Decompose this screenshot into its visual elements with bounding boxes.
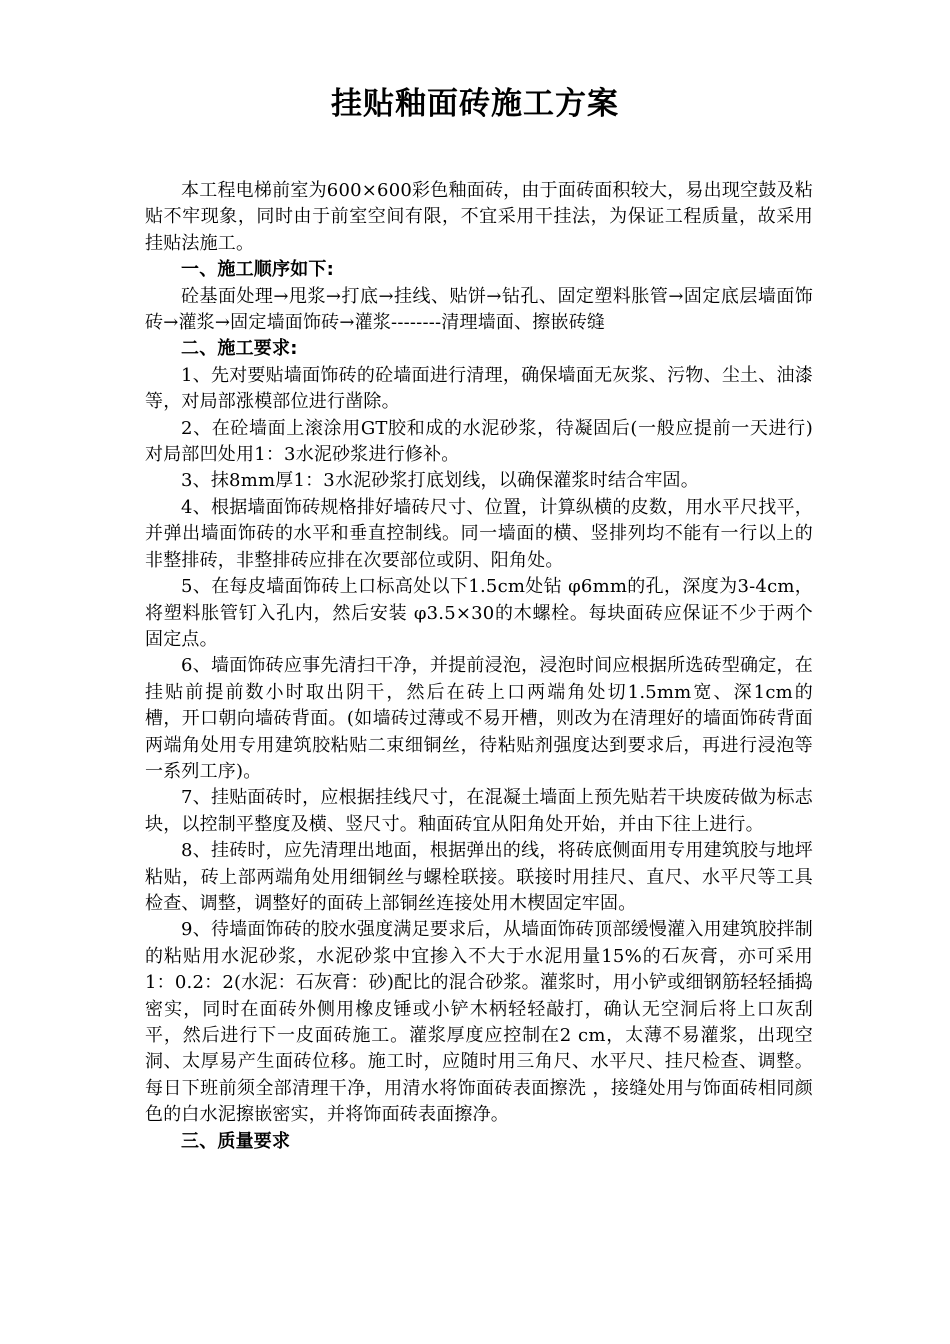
sequence-paragraph: 砼基面处理→甩浆→打底→挂线、贴饼→钻孔、固定塑料胀管→固定底层墙面饰砖→灌浆→固定墙面饰砖→灌浆--------清理墙面、擦嵌砖缝 [145, 285, 813, 334]
section-heading-sequence: 一、施工顺序如下: [181, 259, 334, 281]
requirement-item-4: 4、根据墙面饰砖规格排好墙砖尺寸、位置，计算纵横的皮数，用水平尺找平，并弹出墙面饰砖的水平和垂直控制线。同一墙面的横、竖排列均不能有一行以上的非整排砖，非整排砖应排在次要部位或阴、阳角处。 [145, 496, 813, 571]
document-page [145, 0, 850, 1344]
section-heading-requirements: 二、施工要求: [181, 338, 298, 360]
requirement-item-8: 8、挂砖时，应先清理出地面，根据弹出的线，将砖底侧面用专用建筑胶与地坪粘贴，砖上部两端角处用细铜丝与螺栓联接。联接时用挂尺、直尺、水平尺等工具检查、调整，调整好的面砖上部铜丝连接处用木楔固定牢固。 [145, 840, 813, 914]
requirement-item-7: 7、挂贴面砖时，应根据挂线尺寸，在混凝土墙面上预先贴若干块废砖做为标志块，以控制平整度及横、竖尺寸。釉面砖宜从阳角处开始，并由下往上进行。 [145, 787, 813, 835]
requirement-item-1: 1、先对要贴墙面饰砖的砼墙面进行清理，确保墙面无灰浆、污物、尘土、油漆等，对局部涨模部位进行凿除。 [145, 364, 813, 413]
section-heading-quality: 三、质量要求 [181, 1130, 291, 1152]
intro-paragraph: 本工程电梯前室为600×600彩色釉面砖，由于面砖面积较大，易出现空鼓及粘贴不牢现象，同时由于前室空间有限，不宜采用干挂法，为保证工程质量，故采用挂贴法施工。 [145, 180, 813, 254]
requirement-item-6: 6、墙面饰砖应事先清扫干净，并提前浸泡，浸泡时间应根据所选砖型确定，在挂贴前提前数小时取出阴干，然后在砖上口两端角处切1.5mm宽、深1cm的 槽，开口朝向墙砖背面。(如墙砖过薄或不易开槽，则改为在清理好的墙面饰砖背面两端角处用专用建筑胶粘贴二束细铜丝，待粘贴剂强度达到要求后，再进行浸泡等一系列工序)。 [145, 655, 850, 782]
document-body [145, 178, 850, 1155]
requirement-item-3: 3、抹8mm厚1：3水泥砂浆打底划线，以确保灌浆时结合牢固。 [181, 470, 699, 492]
requirement-item-2: 2、在砼墙面上滚涂用GT胶和成的水泥砂浆，待凝固后(一般应提前一天进行)对局部凹处用1：3水泥砂浆进行修补。 [145, 417, 813, 466]
requirement-item-9: 9、待墙面饰砖的胶水强度满足要求后，从墙面饰砖顶部缓慢灌入用建筑胶拌制的粘贴用水泥砂浆，水泥砂浆中宜掺入不大于水泥用量15%的石灰膏，亦可采用1：0.2：2(水泥：石灰膏：砂)配比的混合砂浆。灌浆时，用小铲或细钢筋轻轻插捣密实，同时在面砖外侧用橡皮锤或小铲木柄轻轻敲打，确认无空洞后将上口灰刮平，然后进行下一皮面砖施工。灌浆厚度应控制在2 cm，太薄不易灌浆，出现空洞、太厚易产生面砖位移。施工时，应随时用三角尺、水平尺、挂尺检查、调整。每日下班前须全部清理干净，用清水将饰面砖表面擦洗 ，接缝处用与饰面砖相同颜色的白水泥擦嵌密实，并将饰面砖表面擦净。 [145, 919, 813, 1126]
requirement-item-5: 5、在每皮墙面饰砖上口标高处以下1.5cm处钻 φ6mm的孔，深度为3-4cm，将塑料胀管钉入孔内，然后安装 φ3.5×30的木螺栓。每块面砖应保证不少于两个固定点。 [145, 576, 813, 650]
document-title: 挂贴釉面砖施工方案 [331, 86, 619, 122]
